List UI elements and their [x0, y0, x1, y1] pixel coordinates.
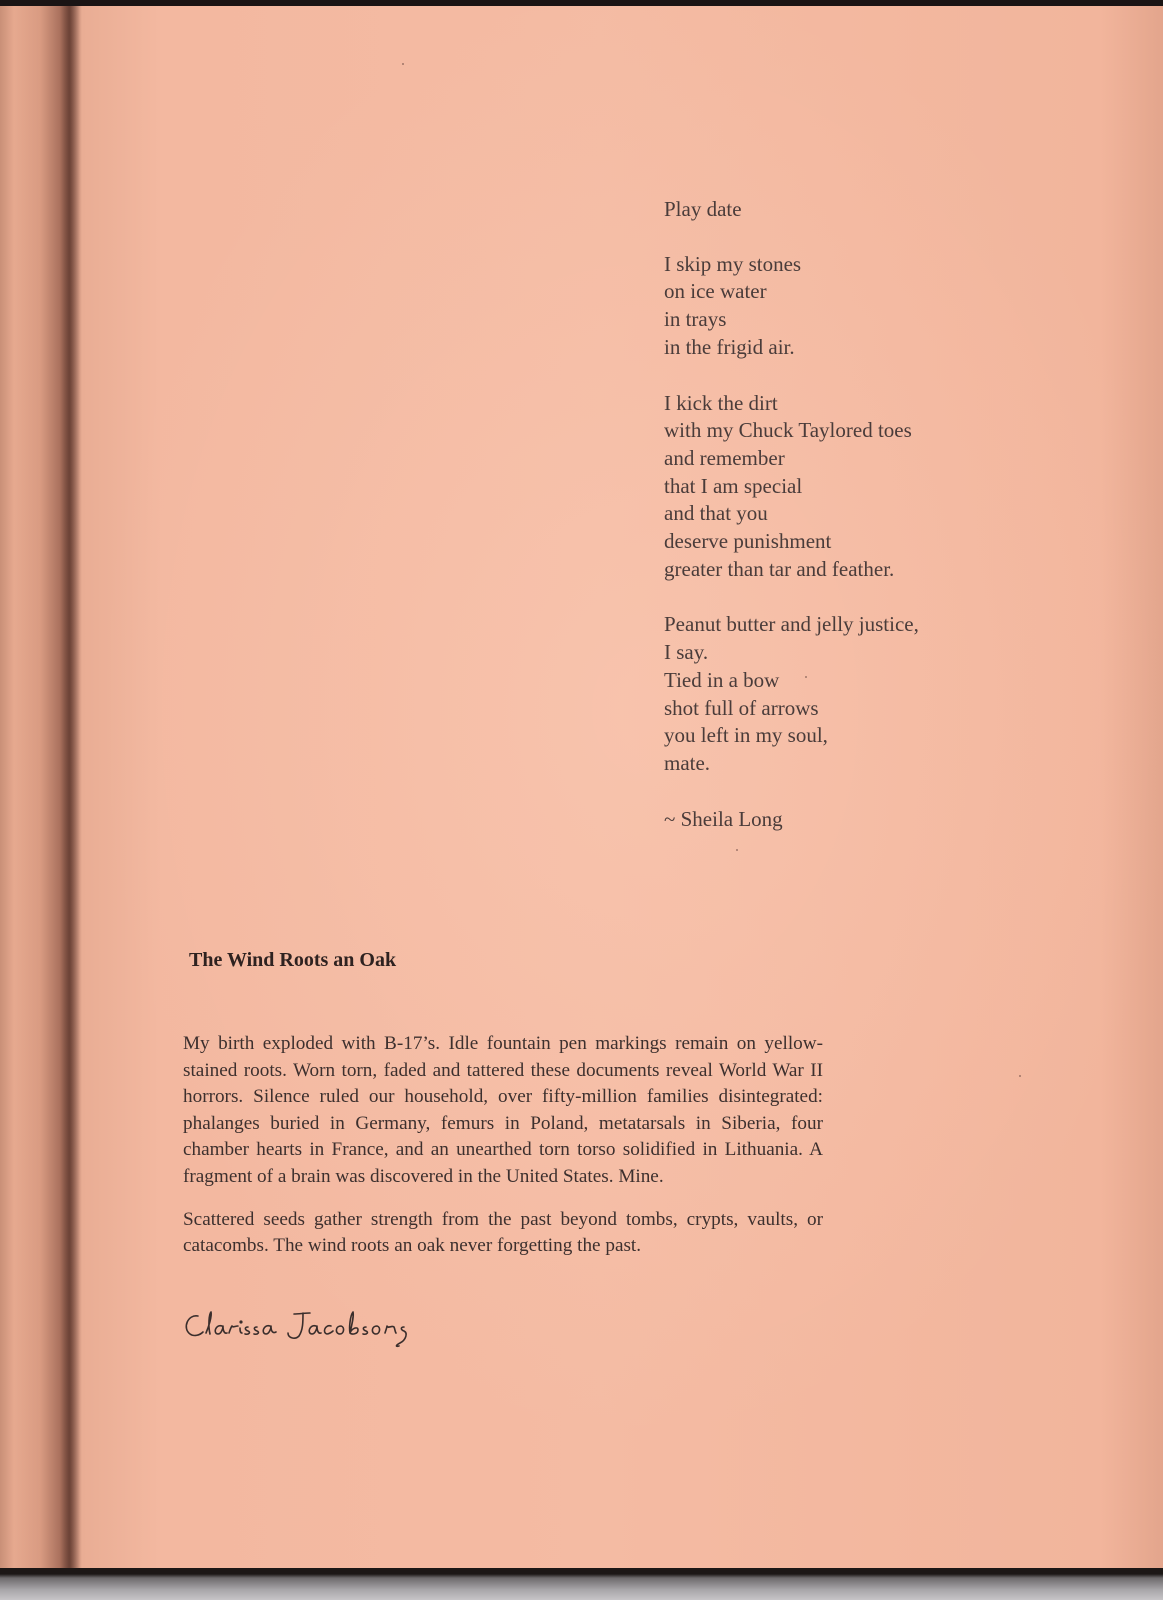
poem-line: in the frigid air.	[664, 334, 795, 359]
poem-line: I say.	[664, 640, 709, 665]
paper-sheet	[0, 6, 1163, 1570]
handwritten-signature	[182, 1306, 442, 1350]
poem-stanza-3	[664, 611, 1024, 777]
paper-speck	[402, 63, 404, 65]
paper-speck	[1019, 1075, 1021, 1077]
poem-play-date	[664, 196, 1024, 833]
poem-line: Peanut butter and jelly justice,	[664, 612, 919, 637]
scanner-bed-edge	[0, 1568, 1163, 1600]
poem-line: on ice water	[664, 279, 767, 304]
poem-stanza-1	[664, 251, 1024, 362]
poem-line: with my Chuck Taylored toes	[664, 418, 912, 443]
signature-drawing	[182, 1306, 442, 1350]
poem-line: that I am special	[664, 473, 803, 498]
poem-title: Play date	[664, 197, 742, 221]
poem-line: I kick the dirt	[664, 390, 778, 415]
poem-line: greater than tar and feather.	[664, 556, 895, 581]
poem-stanza-2	[664, 390, 1024, 584]
poem-line: and that you	[664, 501, 768, 526]
book-gutter	[60, 6, 80, 1570]
poem-line: in trays	[664, 307, 727, 332]
poem-line: deserve punishment	[664, 529, 832, 554]
essay-title: The Wind Roots an Oak	[189, 949, 397, 971]
essay-paragraph-1: My birth exploded with B-17’s. Idle fountain pen markings remain on yellow-stained roots. Worn torn, faded and tattered these documents reveal World War II horrors. Silence ruled our household, over fifty-million families disintegrated: phalanges buried in Germany, femurs in Poland, metatarsals in Siberia, four chamber hearts in France, and an unearthed torn torso solidified in Lithuania. A fragment of a brain was discovered in the United States. Mine.	[183, 1033, 823, 1187]
essay-paragraph-2: Scattered seeds gather strength from the past beyond tombs, crypts, vaults, or catacombs. The wind roots an oak never forgetting the past.	[183, 1208, 823, 1257]
poem-line: I skip my stones	[664, 251, 802, 276]
poem-author: ~ Sheila Long	[664, 806, 783, 831]
poem-line: mate.	[664, 750, 711, 775]
poem-line: you left in my soul,	[664, 723, 828, 748]
essay-wind-roots-an-oak	[183, 949, 823, 1276]
paper-speck	[805, 676, 807, 678]
poem-line: Tied in a bow	[664, 667, 780, 692]
poem-line: and remember	[664, 445, 785, 470]
paper-speck	[736, 849, 738, 851]
poem-line: shot full of arrows	[664, 695, 819, 720]
